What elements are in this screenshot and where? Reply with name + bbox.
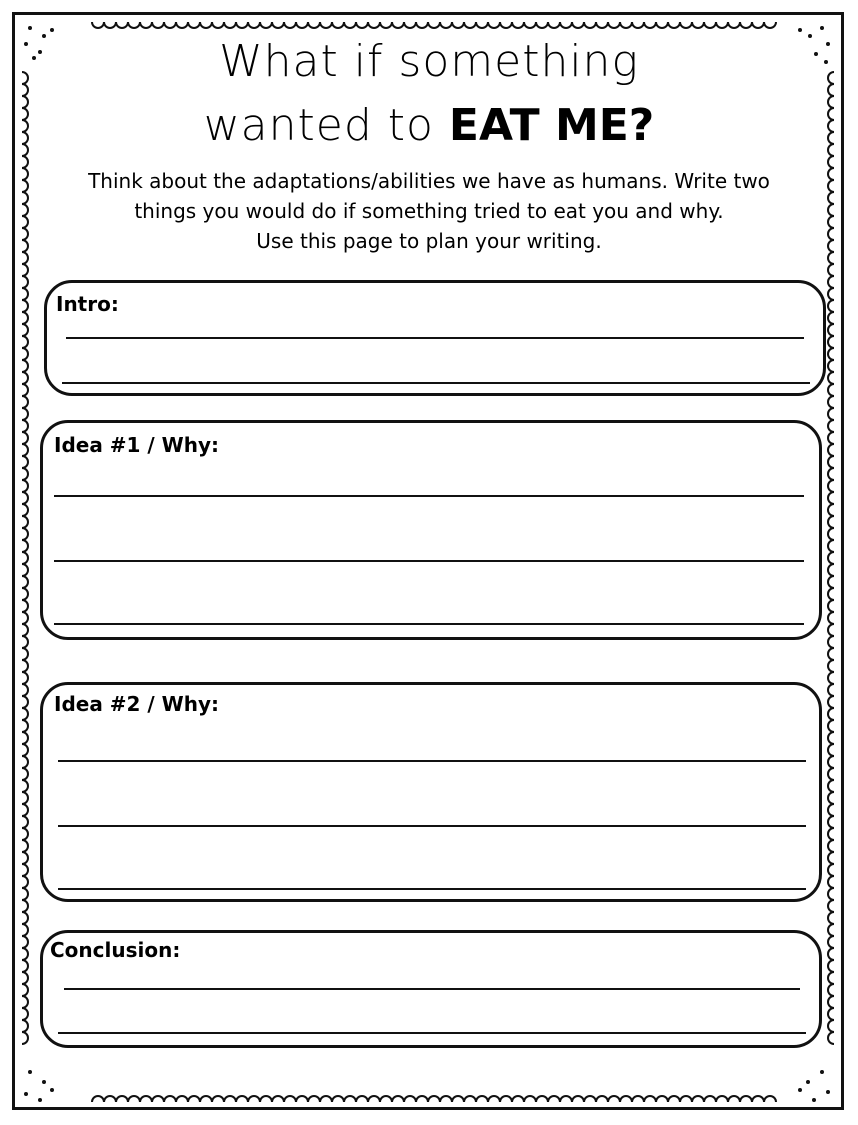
- instructions: [30, 166, 828, 256]
- idea-1-writing-line[interactable]: [54, 623, 804, 625]
- instructions-line: Think about the adaptations/abilities we have as humans. Write two: [88, 169, 770, 193]
- corner-dot: [798, 1088, 802, 1092]
- corner-dot: [50, 28, 54, 32]
- idea-2-writing-line[interactable]: [58, 760, 806, 762]
- idea-1-label: Idea #1 / Why:: [54, 433, 220, 457]
- corner-dot: [826, 1090, 830, 1094]
- page-title-line-2-start: wanted to: [203, 100, 449, 151]
- idea-1-writing-line[interactable]: [54, 560, 804, 562]
- idea-2-label: Idea #2 / Why:: [54, 692, 220, 716]
- intro-label: Intro:: [56, 292, 119, 316]
- intro-writing-line[interactable]: [66, 337, 804, 339]
- corner-dot: [42, 1080, 46, 1084]
- idea-1-writing-line[interactable]: [54, 495, 804, 497]
- instructions-line: things you would do if something tried to eat you and why.: [134, 199, 724, 223]
- intro-writing-line[interactable]: [62, 382, 810, 384]
- idea-2-writing-line[interactable]: [58, 888, 806, 890]
- conclusion-writing-line[interactable]: [64, 988, 800, 990]
- idea-2-writing-line[interactable]: [58, 825, 806, 827]
- corner-dot: [820, 1070, 824, 1074]
- page-title-emphasis: EAT ME?: [448, 100, 655, 151]
- corner-dot: [806, 1080, 810, 1084]
- corner-dot: [820, 26, 824, 30]
- corner-dot: [38, 1098, 42, 1102]
- corner-dot: [28, 26, 32, 30]
- page-title-line-2: [0, 100, 858, 151]
- conclusion-writing-line[interactable]: [58, 1032, 806, 1034]
- conclusion-label: Conclusion:: [50, 938, 181, 962]
- page-title-line-1: What if something: [219, 36, 639, 87]
- corner-dot: [24, 1092, 28, 1096]
- corner-dot: [798, 28, 802, 32]
- corner-dot: [28, 1070, 32, 1074]
- instructions-line: Use this page to plan your writing.: [256, 229, 602, 253]
- corner-dot: [812, 1098, 816, 1102]
- corner-dot: [50, 1088, 54, 1092]
